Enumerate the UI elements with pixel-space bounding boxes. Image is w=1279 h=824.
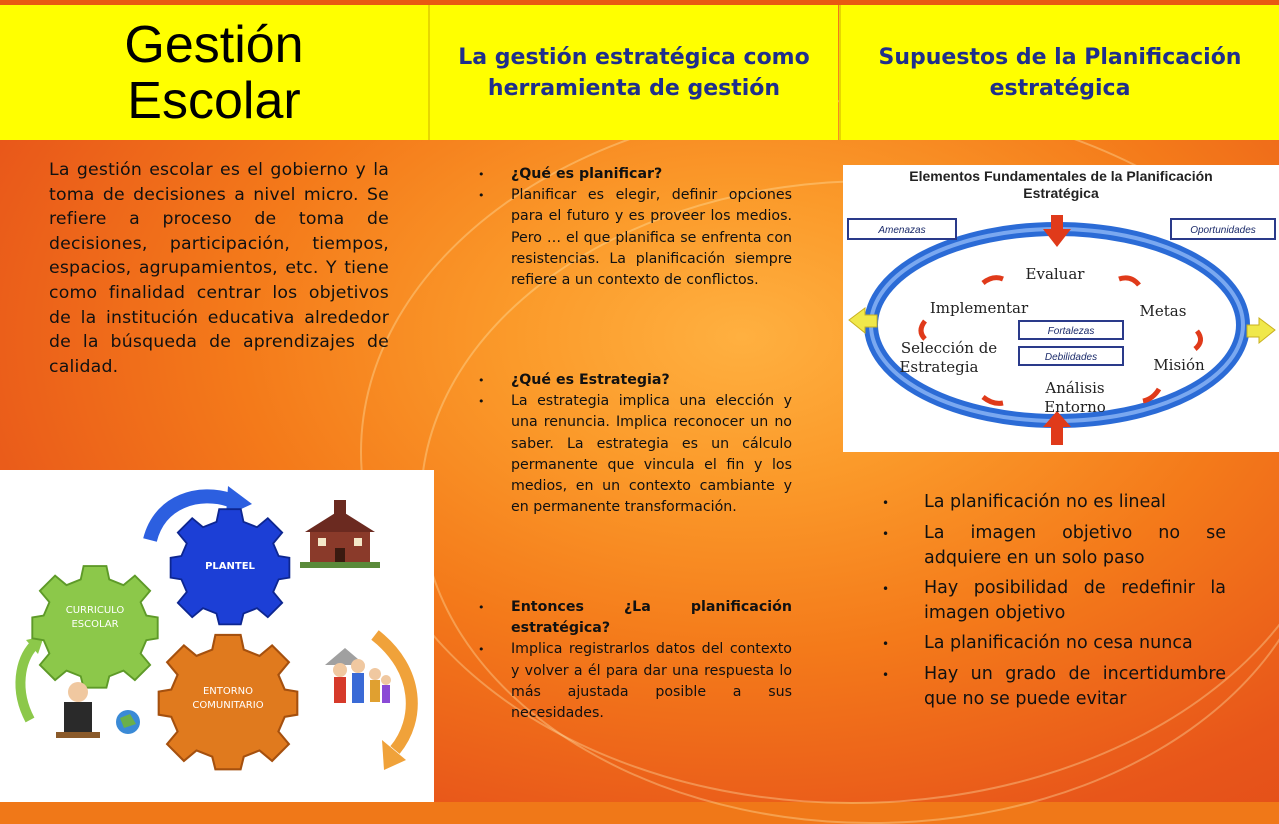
question-text: Entonces ¿La planificación estratégica? (511, 599, 792, 637)
curved-arrow-icon (1195, 331, 1201, 349)
list-item: • La planificación no es lineal (882, 490, 1226, 516)
implementar-label: Implementar (929, 299, 1029, 317)
bullet-icon: • (882, 637, 890, 651)
bullet-icon: • (478, 189, 485, 203)
diagram-title-2: Estratégica (1023, 185, 1099, 201)
evaluar-label: Evaluar (1025, 265, 1085, 283)
gears-illustration (0, 470, 434, 802)
bullet-icon: • (478, 601, 485, 614)
amenazas-label: Amenazas (878, 225, 926, 236)
bullet-icon: • (882, 496, 890, 510)
diagram-title: Elementos Fundamentales de la Planificación (909, 168, 1213, 184)
question-text: ¿Qué es planificar? (511, 166, 663, 182)
answer-text: Implica registrarlos datos del contexto y volver a él para dar una respuesta lo más ajustada posible a sus necesidades. (511, 641, 792, 722)
bullet-icon: • (478, 374, 485, 387)
bullet-icon: • (882, 527, 890, 541)
list-item: • La planificación no cesa nunca (882, 631, 1226, 657)
gear-entorno-label-2: COMUNITARIO (192, 700, 264, 711)
bullet-icon: • (478, 643, 485, 657)
gear-curriculo-label-1: CURRICULO (65, 605, 125, 616)
analisis-label-2: Entorno (1044, 398, 1106, 416)
header-col3-cell (841, 5, 1279, 140)
bullet-icon: • (882, 668, 890, 682)
gear-entorno-label-1: ENTORNO (202, 686, 254, 697)
school-building-icon (300, 500, 380, 568)
intro-paragraph: La gestión escolar es el gobierno y la toma de decisiones a nivel micro. Se refiere a proceso de toma de decisiones, participación, tiempos, espacios, agrupamientos, etc. Y tiene como finalidad centrar los objetivos de la institución educativa alrededor de la búsqueda de aprendizajes de calidad. (49, 160, 389, 377)
qa-block-planificar (478, 164, 792, 291)
cycle-arrow (375, 635, 412, 750)
header-title-cell (0, 5, 428, 140)
curved-arrow-icon (983, 397, 1003, 403)
curved-arrow-icon (983, 278, 1003, 283)
teacher-icon (56, 682, 140, 738)
col3-heading: Supuestos de la Planificación estratégica (878, 44, 1242, 101)
bullet-icon: • (478, 168, 485, 181)
family-icon (325, 648, 391, 703)
cycle-arrow (20, 645, 34, 720)
curved-arrow-icon (1119, 278, 1139, 285)
list-item: • Hay un grado de incertidumbre que no se puede evitar (882, 662, 1226, 712)
assumptions-list (882, 490, 1226, 717)
list-item: • Hay posibilidad de redefinir la imagen objetivo (882, 576, 1226, 626)
header-col2-cell (430, 5, 838, 140)
page-title: Gestión Escolar (124, 15, 304, 130)
planning-cycle-diagram (843, 165, 1279, 452)
analisis-label-1: Análisis (1045, 379, 1105, 397)
gear-plantel-label: PLANTEL (205, 561, 255, 572)
gear-curriculo-label-2: ESCOLAR (71, 619, 119, 630)
answer-text: La estrategia implica una elección y una renuncia. Implica reconocer un no saber. La estrategia es un cálculo permanente que vincula el fin y los medios, en un contexto cambiante y en permanente transformación. (511, 393, 792, 516)
seleccion-label-2: Estrategia (899, 358, 979, 376)
qa-block-planificacion-estrategica (478, 597, 792, 724)
arrow-right-icon (1247, 318, 1275, 343)
metas-label: Metas (1139, 302, 1187, 320)
arrow-top-icon (1043, 215, 1071, 247)
oportunidades-label: Oportunidades (1190, 225, 1256, 236)
qa-block-estrategia (478, 370, 792, 518)
bullet-icon: • (882, 582, 890, 596)
fortalezas-label: Fortalezas (1047, 326, 1095, 337)
answer-text: Planificar es elegir, definir opciones para el futuro y es proveer los medios. Pero … el que planifica se enfrenta con resistencias. La planificación siempre refiere a un contexto de conflictos. (511, 187, 792, 289)
bullet-icon: • (478, 395, 485, 409)
list-item: • La imagen objetivo no se adquiere en un solo paso (882, 521, 1226, 571)
mision-label: Misión (1153, 356, 1205, 374)
question-text: ¿Qué es Estrategia? (511, 372, 670, 388)
seleccion-label-1: Selección de (900, 339, 998, 357)
col2-heading: La gestión estratégica como herramienta de gestión (458, 44, 810, 101)
curved-arrow-icon (921, 321, 925, 339)
debilidades-label: Debilidades (1044, 352, 1098, 363)
